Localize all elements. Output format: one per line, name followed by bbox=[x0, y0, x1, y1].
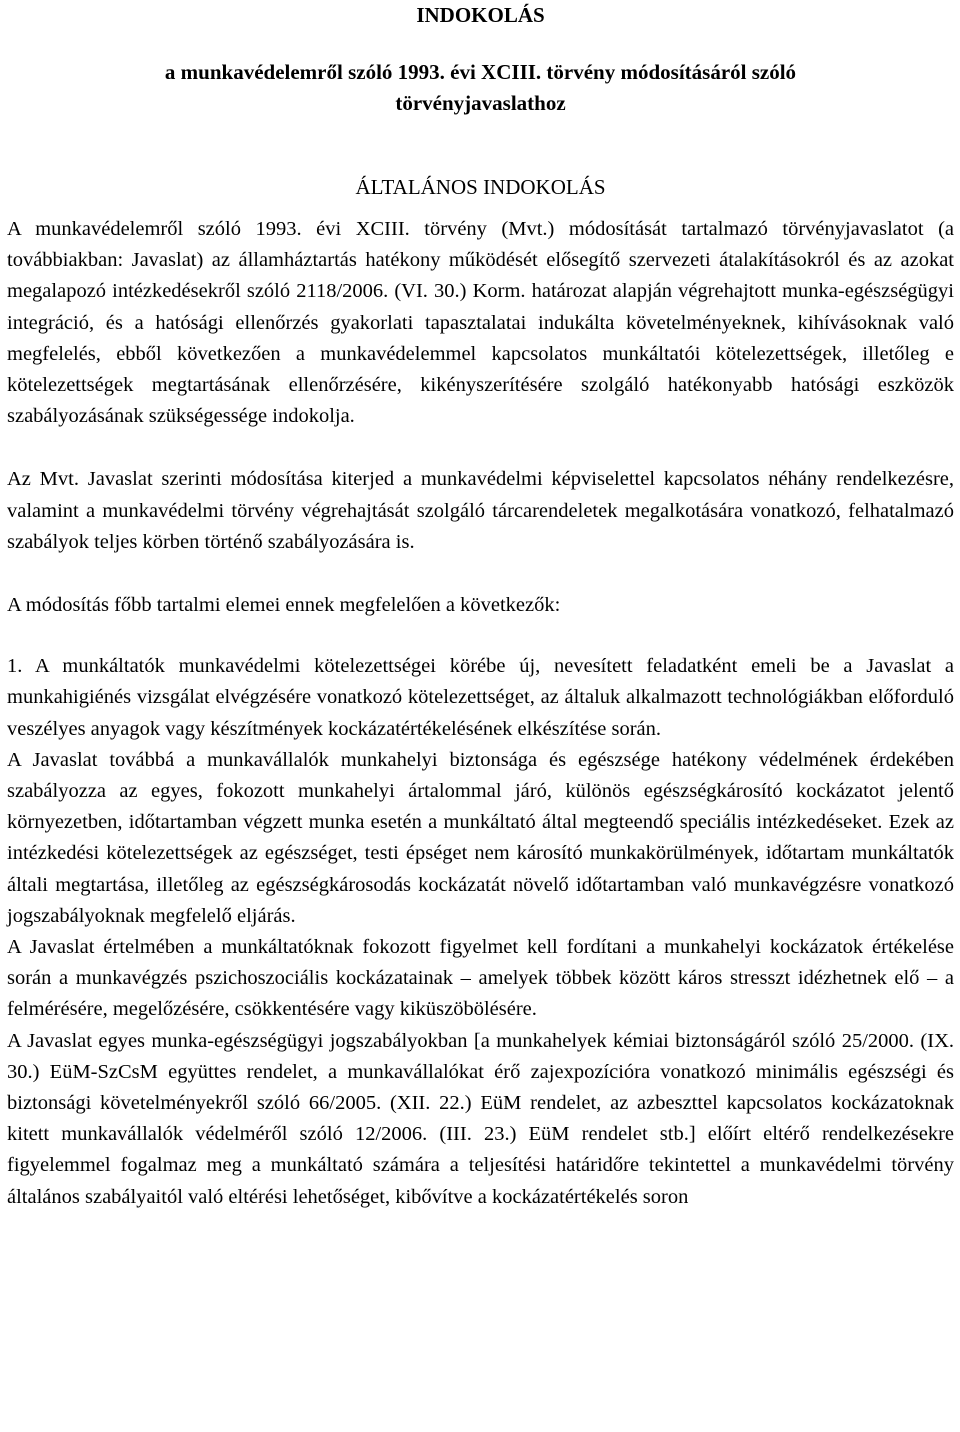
document-subtitle bbox=[7, 57, 954, 119]
subtitle-line-1: a munkavédelemről szóló 1993. évi XCIII. törvény módosításáról szóló bbox=[164, 60, 797, 84]
document-title: INDOKOLÁS bbox=[416, 3, 545, 27]
paragraph-psychosocial: A Javaslat értelmében a munkáltatóknak fokozott figyelmet kell fordítani a munkahelyi kockázatok értékelése során a munkavégzés pszichoszociális kockázatainak – amelyek többek között káros stresszt idézhetnek elő – a felmérésére, megelőzésére, csökkentésére vagy kiküszöbölésére. bbox=[7, 936, 954, 1021]
paragraph-special-measures: A Javaslat továbbá a munkavállalók munkahelyi biztonsága és egészsége hatékony védelmének érdekében szabályozza az egyes, fokozott munkahelyi ártalommal járó, különös egészségkárosító kockázatot jelentő környezetben, időtartamban végzett munka esetén a munkáltató által megteendő speciális intézkedéseket. Ezek az intézkedési kötelezettségek az egészséget, testi épséget nem károsító munkakörülmények, időtartam munkáltatók általi megtartása, illetőleg az egészségkárosodás kockázatát növelő időtartamban való munkavégzésre vonatkozó jogszabályoknak megfelelő eljárás. bbox=[7, 748, 954, 927]
paragraph-intro: A munkavédelemről szóló 1993. évi XCIII. törvény (Mvt.) módosítását tartalmazó törvényjavaslatot (a továbbiakban: Javaslat) az államháztartás hatékony működését elősegítő szervezeti átalakításokról és az azokat megalapozó intézkedésekről szóló 2118/2006. (VI. 30.) Korm. határozat alapján végrehajtott munka-egészségügyi integráció, és a hatósági ellenőrzés gyakorlati tapasztalatai indukálta követelményeknek, kihívásoknak való megfelelés, ebből következően a munkavédelemmel kapcsolatos munkáltatói kötelezettségek, illetőleg e kötelezettségek megtartásának ellenőrzésére, kikényszerítésére szolgáló hatékonyabb hatósági eszközök szabályozásának szükségessége indokolja. bbox=[7, 218, 954, 428]
paragraph-scope: Az Mvt. Javaslat szerinti módosítása kiterjed a munkavédelmi képviselettel kapcsolatos néhány rendelkezésre, valamint a munkavédelmi törvény végrehajtását szolgáló tárcarendeletek megalkotására vonatkozó, felhatalmazó szabályok teljes körben történő szabályozására is. bbox=[7, 468, 954, 553]
paragraph-main-elements: A módosítás főbb tartalmi elemei ennek megfelelően a következők: bbox=[7, 594, 561, 617]
paragraph-regulations: A Javaslat egyes munka-egészségügyi jogszabályokban [a munkahelyek kémiai biztonságáról szóló 25/2000. (IX. 30.) EüM-SzCsM együttes rendelet, a munkavállalókat érő zajexpozícióra vonatkozó minimális egészségi és biztonsági követelményekről szóló 66/2005. (XII. 22.) EüM rendelet, az azbeszttel kapcsolatos kockázatoknak kitett munkavállalók védelméről szóló 12/2006. (III. 23.) EüM rendelet stb.] előírt eltérő rendelkezésekre figyelemmel fogalmaz meg a munkáltató számára a teljesítési határidőre tekintettel a munkavédelmi törvény általános szabályaitól való eltérési lehetőséget, kibővítve a kockázatértékelés soron bbox=[7, 1029, 954, 1208]
paragraph-point-1: 1. A munkáltatók munkavédelmi kötelezettségei körébe új, nevesített feladatként emeli be a Javaslat a munkahigiénés vizsgálat elvégzésére vonatkozó kötelezettséget, az általuk alkalmazott technológiákban előforduló veszélyes anyagok vagy készítmények kockázatértékelésének elkészítése során. bbox=[7, 655, 954, 740]
subtitle-line-2: törvényjavaslathoz bbox=[395, 91, 566, 115]
section-title: ÁLTALÁNOS INDOKOLÁS bbox=[355, 175, 606, 199]
